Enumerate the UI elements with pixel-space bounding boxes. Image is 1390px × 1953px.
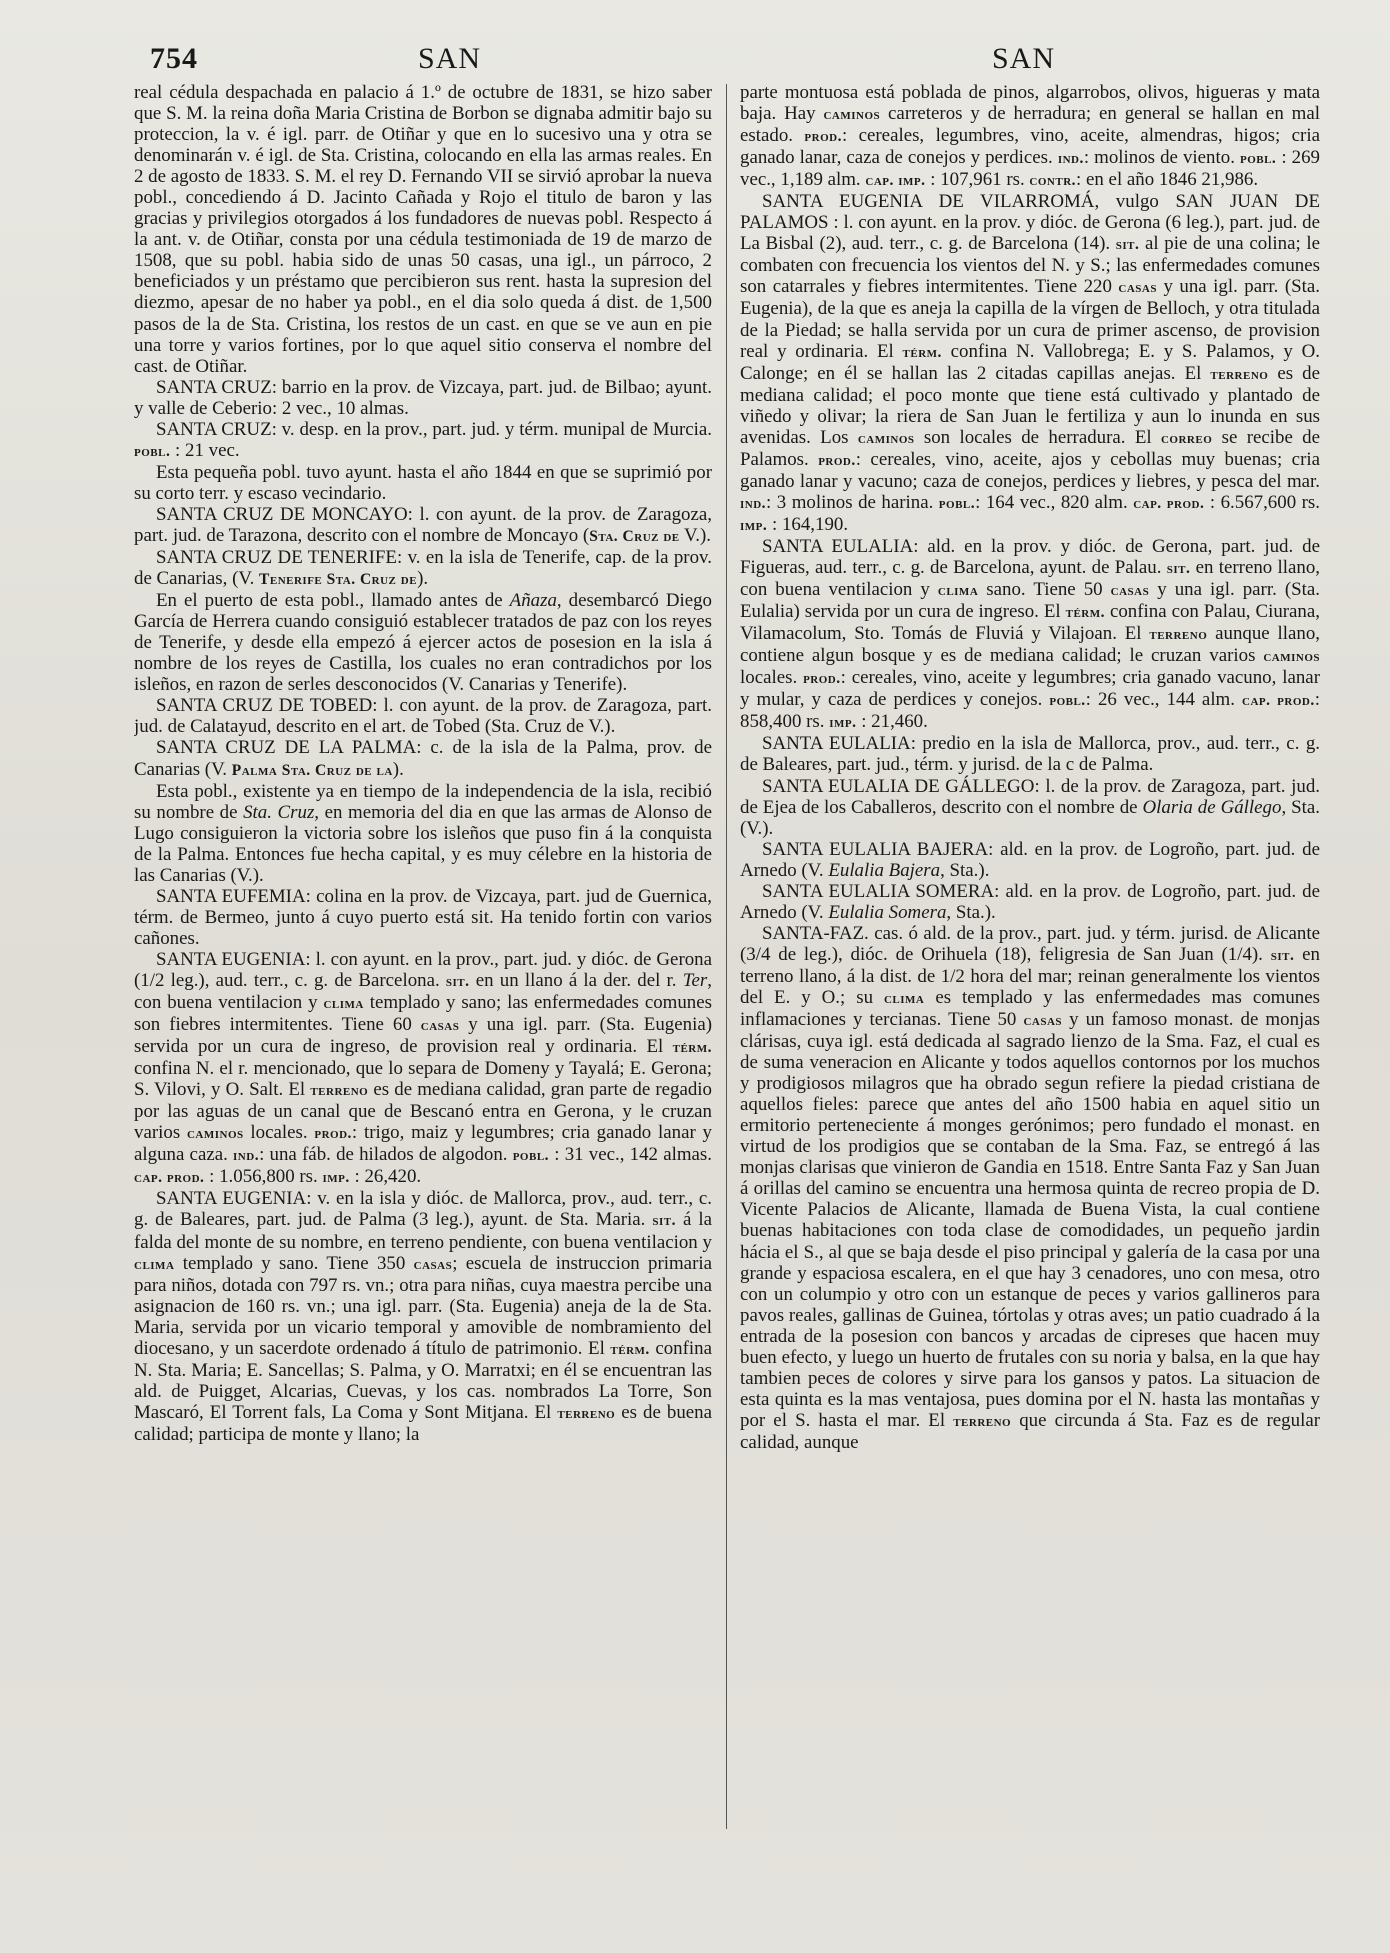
entry-text: : 164,190.: [767, 513, 849, 535]
entry-text: son locales de herradura. El: [914, 426, 1161, 448]
entry-text: ; escuela de instruccion primaria para niños, dotada con 797 rs. vn.; otra para niñas, cuya maestra percibe una asignacion de 160 rs. vn.; una igl. parr. (Sta. Eugenia) aneja de la de Sta. Maria, servida por un vicario temporal y amovible de nombramiento del diocesano, y un sacerdote ordenado á título de patrimonio. El: [134, 1252, 712, 1359]
abbreviation: clima: [937, 582, 979, 600]
abbreviation: Tenerife Sta. Cruz de: [259, 571, 418, 589]
page-header: [148, 42, 1335, 82]
abbreviation: ind.: [1057, 150, 1084, 168]
abbreviation: casas: [413, 1255, 453, 1273]
abbreviation: térm.: [610, 1340, 650, 1358]
entry-text: sano. Tiene 50: [978, 579, 1111, 601]
dictionary-entry: [740, 82, 1320, 191]
dictionary-entry: [134, 462, 712, 504]
entry-text: es templado y las enfermedades mas comunes inflamaciones y tercianas. Tiene 50: [740, 986, 1320, 1031]
abbreviation: casas: [420, 1017, 460, 1035]
dictionary-entry: [740, 923, 1320, 1453]
abbreviation: pobl.: [1239, 150, 1277, 168]
entry-text: : molinos de viento.: [1083, 147, 1240, 169]
abbreviation: correo: [1160, 429, 1213, 447]
italic-term: Eulalia Somera: [828, 901, 947, 923]
entry-text: , Sta.).: [940, 859, 990, 881]
abbreviation: sit.: [1270, 946, 1295, 964]
entry-text: : predio en la isla de Mallorca, prov., aud. terr., c. g. de Baleares, part. jud., térm. y jurisd. de la c de Palma.: [740, 733, 1320, 776]
abbreviation: cap. prod.: [134, 1169, 205, 1187]
entry-headword: SANTA EULALIA: [762, 733, 911, 755]
abbreviation: contr.: [1029, 172, 1077, 190]
abbreviation: terreno: [557, 1404, 616, 1422]
abbreviation: pobl.: [512, 1147, 550, 1165]
entry-text: : 858,400 rs.: [740, 689, 1320, 733]
entry-text: : l. con ayunt. en la prov., part. jud. y dióc. de Gerona (1/2 leg.), aud. terr., c. g. de Barcelona.: [134, 948, 712, 991]
entry-text: : una fáb. de hilados de algodon.: [259, 1144, 513, 1166]
entry-text: real cédula despachada en palacio á 1.º de octubre de 1831, se hizo saber que S. M. la reina doña Maria Cristina de Borbon se dignaba admitir bajo su proteccion, la v. é igl. parr. de Otiñar y que en lo sucesivo una y otra se denominarán v. é igl. de Sta. Cristina, colocando en ella las armas reales. En 2 de agosto de 1833. S. M. el rey D. Fernando VII se sirvió aprobar la nueva pobl., concediendo á D. Jacinto Cañada y Rojo el titulo de baron y las gracias y privilegios otorgados á los fundadores de nuevas pobl. Respecto á la ant. v. de Otiñar, consta por una cédula testimoniada de 19 de marzo de 1508, que su pobl. habia sido de unas 50 casas, una igl., un párroco, 2 beneficiados y un préstamo que percibieron sus rent. hasta la supresion del diezmo, apesar de no haber ya pobl., en el dia solo queda á dist. de 1,500 pasos de la de Sta. Cristina, los restos de un cast. en que se ve aun en pie una torre y varios fortines, por lo que aquel sitio conserva el nombre del cast. de Otiñar.: [134, 82, 712, 377]
abbreviation: ind.: [740, 494, 767, 512]
abbreviation: Sta. Cruz de: [589, 527, 680, 545]
entry-text: es de buena calidad; participa de monte y llano; la: [134, 1401, 712, 1445]
dictionary-entry: [740, 191, 1320, 536]
abbreviation: prod.: [803, 670, 841, 688]
dictionary-entry: [134, 504, 712, 547]
dictionary-entry: [134, 949, 712, 1189]
dictionary-entry: [134, 82, 712, 377]
entry-text: en memoria del dia en que las armas de Alonso de Lugo consiguieron la victoria sobre los isleños que puso fin á la conquista de la Palma. Entonces fue hecha capital, y es muy célebre en la historia de las Canarias (V.).: [134, 801, 712, 886]
entry-headword: SANTA CRUZ DE LA PALMA: [156, 737, 417, 759]
entry-text: y una igl. parr. (Sta. Eugenia), de la que es aneja la capilla de la vírgen de Belloch, y otra titulada de la Piedad; se halla servida por un cura de primer ascenso, de provision real y ordinaria. El: [740, 276, 1320, 362]
italic-term: Añaza: [509, 590, 557, 612]
entry-text: se recibe de Palamos.: [740, 426, 1320, 470]
entry-text: Esta pobl., existente ya en tiempo de la independencia de la isla, recibió su nombre de: [134, 780, 712, 823]
abbreviation: sit.: [1166, 560, 1191, 578]
italic-term: Sta. Cruz,: [243, 801, 320, 823]
dictionary-entry: [134, 886, 712, 949]
dictionary-entry: [134, 547, 712, 590]
entry-text: aunque llano, contiene algun bosque y es de mediana calidad; le cruzan varios: [740, 623, 1320, 667]
entry-text: : barrio en la prov. de Vizcaya, part. jud. de Bilbao; ayunt. y valle de Ceberio: 2 vec., 10 almas.: [134, 376, 712, 419]
entry-text: : 31 vec., 142 almas.: [549, 1144, 712, 1166]
entry-text: confina N. Vallobrega; E. y S. Palamos, y O. Calonge; en él se hallan las 2 citadas capillas anejas. El: [740, 340, 1320, 384]
entry-headword: SANTA CRUZ DE TENERIFE: [156, 547, 397, 569]
abbreviation: casas: [1023, 1012, 1063, 1030]
abbreviation: clima: [883, 989, 925, 1007]
abbreviation: cap. imp.: [865, 172, 926, 190]
entry-text: : ald. en la prov. y dióc. de Gerona, part. jud. de Figueras, aud. terr., c. g. de Barcelona, ayunt. de Palau.: [740, 535, 1320, 579]
entry-headword: SANTA EUFEMIA: [156, 885, 306, 907]
entry-text: : 1.056,800 rs.: [204, 1166, 323, 1188]
abbreviation: terreno: [310, 1082, 369, 1100]
entry-headword: SANTA EULALIA BAJERA: [762, 838, 989, 860]
abbreviation: cap. prod.: [1133, 494, 1205, 512]
entry-text: : en el año 1846 21,986.: [1076, 169, 1259, 191]
entry-headword: SANTA CRUZ DE TOBED: [156, 695, 373, 717]
entry-text: en terreno llano, con buena ventilacion y: [740, 557, 1320, 601]
entry-text: : 26,420.: [349, 1166, 422, 1188]
running-head-right: SAN: [992, 42, 1056, 75]
abbreviation: caminos: [823, 106, 881, 124]
entry-text: V.).: [679, 524, 711, 546]
entry-headword: SANTA EUGENIA: [156, 948, 306, 970]
abbreviation: sit.: [1115, 236, 1140, 254]
dictionary-entry: [134, 737, 712, 780]
entry-headword: SANTA CRUZ: [156, 376, 272, 398]
abbreviation: cap. prod.: [1242, 692, 1315, 710]
entry-headword: SANTA EUGENIA: [156, 1188, 307, 1210]
right-column: [740, 82, 1320, 1834]
entry-text: Esta pequeña pobl. tuvo ayunt. hasta el año 1844 en que se suprimió por su corto terr. y escaso vecindario.: [134, 461, 712, 504]
dictionary-entry: [134, 781, 712, 886]
entry-text: : ald. en la prov. de Logroño, part. jud. de Arnedo (V.: [740, 838, 1320, 881]
entry-text: : 21 vec.: [170, 439, 240, 461]
abbreviation: sit.: [445, 972, 470, 990]
entry-text: : l. con ayunt. de la prov. de Zaragoza, part. jud. de Tarazona, descrito con el nombre de Moncayo (: [134, 503, 712, 546]
entry-text: carreteros y de herradura; en general se hallan en mal estado.: [740, 103, 1320, 147]
dictionary-entry: [134, 1188, 712, 1445]
entry-text: ).: [417, 568, 429, 590]
entry-headword: SANTA CRUZ DE MONCAYO: [156, 503, 408, 525]
abbreviation: caminos: [186, 1125, 244, 1143]
abbreviation: casas: [1118, 279, 1157, 297]
entry-text: locales.: [740, 667, 804, 689]
entry-text: : v. en la isla de Tenerife, cap. de la prov. de Canarias, (V.: [134, 547, 712, 590]
entry-text: confina N. el r. mencionado, que lo separa de Domeny y Tayalá; E. Gerona; S. Vilovi, y O. Salt. El: [134, 1058, 712, 1101]
abbreviation: imp.: [740, 516, 768, 534]
entry-text: parte montuosa está poblada de pinos, algarrobos, olivos, higueras y mata baja. Hay: [740, 82, 1320, 125]
entry-text: , vulgo SAN JUAN DE PALAMOS : l. con ayunt. en la prov. y dióc. de Gerona (6 leg.), part. jud. de La Bisbal (2), aud. terr., c. g. de Barcelona (14).: [740, 191, 1320, 255]
abbreviation: térm.: [1065, 604, 1105, 622]
dictionary-entry: [740, 733, 1320, 775]
entry-headword: SANTA EULALIA SOMERA: [762, 880, 995, 902]
abbreviation: terreno: [1210, 365, 1269, 383]
italic-term: Ter: [682, 969, 708, 991]
abbreviation: pobl.: [938, 494, 976, 512]
entry-text: al pie de una colina; le combaten con frecuencia los vientos del N. y S.; las enfermedades comunes son catarrales y fiebres intermitentes. Tiene 220: [740, 233, 1320, 298]
entry-text: En el puerto de esta pobl., llamado antes de: [156, 590, 510, 612]
running-head-left: SAN: [418, 42, 482, 75]
abbreviation: prod.: [818, 451, 856, 469]
abbreviation: térm.: [902, 343, 942, 361]
entry-text: á la falda del monte de su nombre, en terreno pendiente, con buena ventilacion y: [134, 1209, 712, 1253]
entry-text: y una igl. parr. (Sta. Eugenia) servida por un cura de ingreso, de provision real y ordinaria. El: [134, 1014, 712, 1058]
abbreviation: terreno: [953, 1412, 1012, 1430]
entry-text: : 26 vec., 144 alm.: [1085, 689, 1243, 711]
italic-term: Olaria de Gállego: [1142, 796, 1282, 818]
entry-text: : trigo, maiz y legumbres; cria ganado lanar y alguna caza.: [134, 1122, 712, 1166]
entry-text: : 6.567,600 rs.: [1204, 491, 1320, 513]
entry-text: : v. en la isla y dióc. de Mallorca, prov., aud. terr., c. g. de Baleares, part. jud. de Palma (3 leg.), ayunt. de Sta. Maria.: [134, 1188, 712, 1231]
dictionary-entry: [134, 590, 712, 695]
entry-text: locales.: [243, 1122, 315, 1144]
entry-text: que circunda á Sta. Faz es de regular calidad, aunque: [740, 1409, 1320, 1453]
entry-headword: SANTA EUGENIA DE VILARROMÁ: [762, 191, 1095, 213]
column-divider: [726, 84, 727, 1829]
left-column: [134, 82, 712, 1834]
entry-text: , desembarcó Diego García de Herrera cuando consiguió establecer tratados de paz con los reyes de Tenerife, y desde ella empezó á ejercer actos de posesion en la isla á nombre de los reyes de Castilla, los cuales no eran contradichos por los isleños, en razon de serles desconocidos (V. Canarias y Tenerife).: [134, 590, 712, 696]
entry-text: : 107,961 rs.: [925, 169, 1030, 191]
entry-text: : 21,460.: [856, 711, 928, 733]
entry-text: : cereales, vino, aceite, ajos y cebollas muy buenas; cria ganado lanar y vacuno; caza de conejos, perdices y liebres, y pesca del mar.: [740, 448, 1320, 492]
abbreviation: térm.: [672, 1039, 712, 1057]
abbreviation: prod.: [314, 1125, 352, 1143]
entry-text: : 164 vec., 820 alm.: [975, 491, 1134, 513]
entry-text: en un llano á la der. del r.: [469, 969, 683, 991]
abbreviation: Palma Sta. Cruz de la: [231, 761, 393, 779]
entry-text: : colina en la prov. de Vizcaya, part. jud de Guernica, térm. de Bermeo, junto á cuyo puerto está sit. Ha tenido fortin con varios cañones.: [134, 885, 712, 949]
entry-text: ).: [392, 758, 404, 780]
entry-text: . cas. ó ald. de la prov., part. jud. y térm. jurisd. de Alicante (3/4 de leg.), dióc. de Orihuela (18), feligresia de San Juan (1/4).: [740, 922, 1320, 965]
entry-text: : l. de la prov. de Zaragoza, part. jud. de Ejea de los Caballeros, descrito con el nombre de: [740, 775, 1320, 818]
entry-text: es de mediana calidad, gran parte de regadio por las aguas de un canal que de Bescanó entra en Gerona, y le cruzan varios: [134, 1079, 712, 1144]
abbreviation: sit.: [652, 1212, 676, 1230]
abbreviation: casas: [1110, 582, 1150, 600]
entry-headword: SANTA-FAZ: [762, 922, 865, 944]
abbreviation: ind.: [233, 1147, 260, 1165]
page-number: 754: [150, 42, 198, 75]
abbreviation: imp.: [322, 1169, 350, 1187]
abbreviation: prod.: [804, 128, 842, 146]
abbreviation: caminos: [857, 429, 915, 447]
entry-text: : 3 molinos de harina.: [766, 491, 939, 513]
dictionary-entry: [740, 881, 1320, 923]
abbreviation: terreno: [1149, 626, 1208, 644]
entry-text: en terreno llano, á la dist. de 1/2 hora del mar; reinan generalmente los vientos del E. y O.; su: [740, 943, 1320, 1008]
entry-text: confina con Palau, Ciurana, Vilamacolum, Sto. Tomás de Fluviá y Vilajoan. El: [740, 601, 1320, 645]
entry-text: : cereales, vino, aceite y legumbres; cria ganado vacuno, lanar y mular, y caza de perdices y conejos.: [740, 667, 1320, 711]
abbreviation: caminos: [1263, 648, 1320, 666]
entry-text: : ald. en la prov. de Logroño, part. jud. de Arnedo (V.: [740, 880, 1320, 923]
entry-text: : cereales, legumbres, vino, aceite, almendras, higos; cria ganado lanar, caza de conejos y perdices.: [740, 125, 1320, 169]
entry-text: , Sta.).: [946, 901, 996, 923]
entry-headword: SANTA CRUZ: [156, 418, 272, 440]
entry-text: templado y sano. Tiene 350: [174, 1252, 414, 1274]
entry-text: y un famoso monast. de monjas clárisas, cuya igl. está dedicada al sagrado lienzo de la Sma. Faz, el cual es de suma veneracion en Alicante y todos aquellos contornos por los muchos y prodigiosos milagros que ha obrado segun refiere la piedad cristiana de aquellos fieles: parece que antes del año 1500 habia en aquel sitio un ermitorio perteneciente á monges gerónimos; pero fundado el monast. en virtud de los prodigios que se contaban de la Sma. Faz, se entregó á las monjas clarisas que vinieron de Gandia en 1518. Entre Santa Faz y San Juan á orillas del camino se encuentra una hermosa quinta de recreo propia de D. Vicente Palacios de Alicante, llamada de Buena Vista, la cual contiene buenas habitaciones con toda clase de comodidades, un pequeño jardin hácia el S., al que se baja desde el piso principal y galería de la casa por una grande y espaciosa escalera, en el que hay 3 cenadores, uno con mesa, otro con un columpio y otro con un estanque de peces y varios gallineros para pavos reales, gallinas de Guinea, tórtolas y otras aves; un patio cuadrado á la entrada de la posesion con bancos y arcadas de cipreses que hacen muy buen efecto, y luego un huerto de frutales con su noria y balsa, en la que hay tambien peces de colores y sirve para los gansos y patos. La situacion de esta quinta es la mas ventajosa, pues domina por el N. hasta las montañas y por el S. hasta el mar. El: [740, 1009, 1320, 1431]
abbreviation: clima: [134, 1255, 175, 1273]
entry-text: , con buena ventilacion y: [134, 969, 712, 1014]
entry-headword: SANTA EULALIA: [762, 535, 914, 557]
entry-text: : l. con ayunt. de la prov. de Zaragoza, part. jud. de Calatayud, descrito en el art. de Tobed (Sta. Cruz de V.).: [134, 695, 712, 738]
entry-text: : 269 vec., 1,189 alm.: [740, 147, 1320, 191]
abbreviation: clima: [323, 995, 364, 1013]
dictionary-entry: [134, 419, 712, 462]
entry-text: confina N. Sta. Maria; E. Sancellas; S. Palma, y O. Marratxi; en él se encuentran las ald. de Puigget, Alcarias, Cuevas, y los cas. nombrados La Torre, Son Mascaró, El Torrent fals, La Coma y Sont Mitjana. El: [134, 1337, 712, 1423]
entry-headword: SANTA EULALIA DE GÁLLEGO: [762, 775, 1035, 797]
abbreviation: pobl.: [1049, 692, 1086, 710]
dictionary-entry: [740, 839, 1320, 881]
abbreviation: pobl.: [134, 442, 171, 460]
dictionary-entry: [740, 776, 1320, 839]
dictionary-entry: [740, 536, 1320, 733]
dictionary-entry: [134, 695, 712, 737]
entry-text: y una igl. parr. (Sta. Eulalia) servida por un cura de ingreso. El: [740, 579, 1320, 623]
entry-text: templado y sano; las enfermedades comunes son fiebres intermitentes. Tiene 60: [134, 992, 712, 1036]
entry-text: : c. de la isla de la Palma, prov. de Canarias (V.: [134, 737, 712, 780]
entry-text: , Sta. (V.).: [740, 796, 1320, 839]
entry-text: es de mediana calidad; el poco monte que tiene está cultivado y plantado de viñedo y olivar; la riera de San Juan le fertiliza y aun lo inunda en sus avenidas. Los: [740, 362, 1320, 448]
dictionary-entry: [134, 377, 712, 419]
italic-term: Eulalia Bajera: [828, 859, 941, 881]
entry-text: : v. desp. en la prov., part. jud. y térm. munipal de Murcia.: [271, 418, 712, 440]
abbreviation: imp.: [829, 714, 857, 732]
